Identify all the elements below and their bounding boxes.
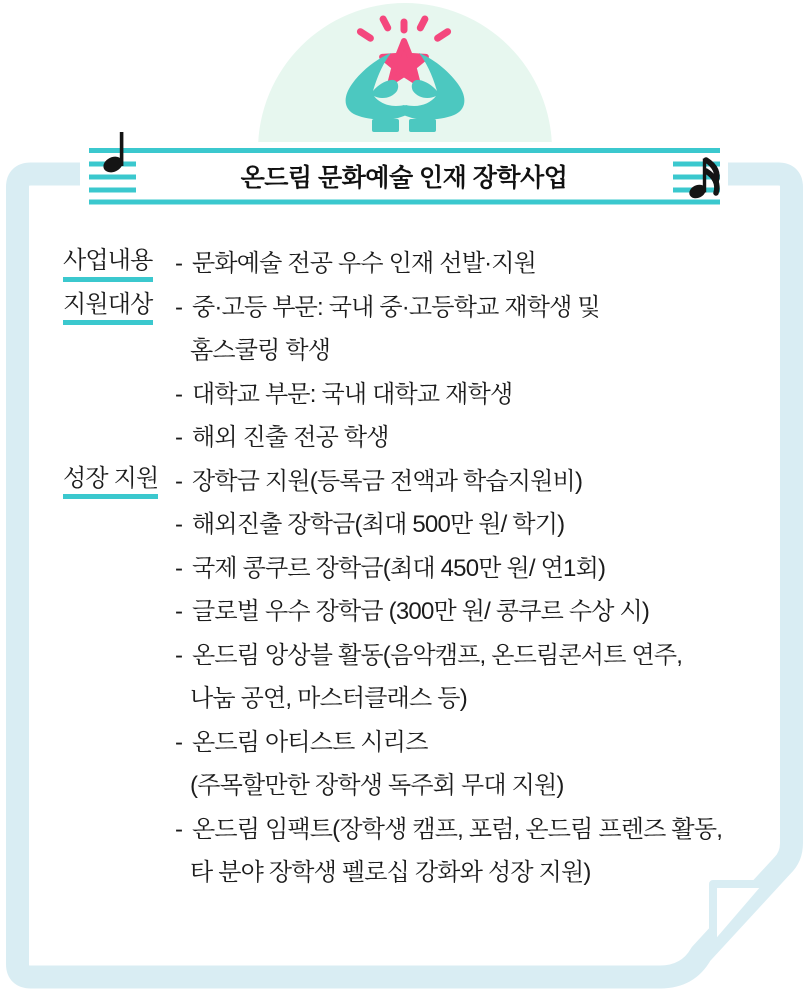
section-label-cell bbox=[58, 721, 175, 765]
line-cell bbox=[175, 547, 773, 591]
line-text: 온드림 아티스트 시리즈 bbox=[192, 728, 428, 756]
bullet-dash: - bbox=[175, 424, 183, 451]
section-label-cell bbox=[58, 764, 175, 808]
bullet-dash: - bbox=[175, 250, 183, 277]
bullet-dash: - bbox=[175, 293, 183, 321]
bullet-dash: - bbox=[175, 467, 183, 495]
content-row bbox=[58, 329, 773, 373]
line-text: 온드림 앙상블 활동(음악캠프, 온드림콘서트 연주, bbox=[192, 641, 683, 669]
line-text: 해외진출 장학금(최대 500만 원/ 학기) bbox=[192, 511, 565, 538]
content-row bbox=[58, 503, 773, 547]
line-cell bbox=[175, 373, 773, 417]
bullet-dash: - bbox=[175, 554, 183, 582]
section-label-cell bbox=[58, 547, 175, 591]
line-text: 타 분야 장학생 펠로십 강화와 성장 지원) bbox=[190, 859, 591, 886]
content-row bbox=[58, 373, 773, 417]
content-row bbox=[58, 590, 773, 634]
line-cell bbox=[175, 634, 773, 678]
bullet-dash: - bbox=[175, 728, 183, 756]
content-row bbox=[58, 416, 773, 460]
section-label: 지원대상 bbox=[63, 291, 153, 326]
content-row bbox=[58, 721, 773, 765]
content-row bbox=[58, 242, 773, 286]
line-cell bbox=[175, 503, 773, 547]
cuff-right bbox=[409, 119, 436, 132]
cuff-left bbox=[372, 119, 399, 132]
line-cell bbox=[175, 677, 773, 721]
section-label-cell bbox=[58, 851, 175, 895]
line-text: 온드림 임팩트(장학생 캠프, 포럼, 온드림 프렌즈 활동, bbox=[192, 815, 723, 843]
section-label-cell bbox=[58, 590, 175, 634]
section-label-cell bbox=[58, 329, 175, 373]
content-row bbox=[58, 460, 773, 504]
content-area bbox=[58, 242, 773, 895]
line-cell bbox=[175, 460, 773, 504]
bullet-dash: - bbox=[175, 815, 183, 843]
bullet-dash: - bbox=[175, 598, 183, 625]
bullet-dash: - bbox=[175, 380, 183, 408]
content-row bbox=[58, 634, 773, 678]
page-title: 온드림 문화예술 인재 장학사업 bbox=[240, 164, 568, 192]
section-label-cell bbox=[58, 634, 175, 678]
line-text: (주목할만한 장학생 독주회 무대 지원) bbox=[190, 772, 564, 799]
line-cell bbox=[175, 590, 773, 634]
line-cell bbox=[175, 721, 773, 765]
section-label-cell bbox=[58, 416, 175, 460]
content-row bbox=[58, 547, 773, 591]
section-label-cell bbox=[58, 808, 175, 852]
line-text: 홈스쿨링 학생 bbox=[190, 337, 331, 364]
section-label-cell bbox=[58, 460, 175, 504]
section-label-cell bbox=[58, 503, 175, 547]
line-text: 글로벌 우수 장학금 (300만 원/ 콩쿠르 수상 시) bbox=[192, 598, 650, 625]
line-cell bbox=[175, 416, 773, 460]
bullet-dash: - bbox=[175, 641, 183, 669]
line-cell bbox=[175, 286, 773, 330]
section-label-cell bbox=[58, 677, 175, 721]
line-text: 대학교 부문: 국내 대학교 재학생 bbox=[192, 380, 513, 408]
line-text: 나눔 공연, 마스터클래스 등) bbox=[190, 685, 467, 712]
content-row bbox=[58, 286, 773, 330]
line-text: 중·고등 부문: 국내 중·고등학교 재학생 및 bbox=[192, 293, 600, 321]
content-row bbox=[58, 851, 773, 895]
content-row bbox=[58, 677, 773, 721]
section-label-cell bbox=[58, 242, 175, 286]
line-cell bbox=[175, 329, 773, 373]
section-label-cell bbox=[58, 373, 175, 417]
line-cell bbox=[175, 764, 773, 808]
line-cell bbox=[175, 851, 773, 895]
section-label-cell bbox=[58, 286, 175, 330]
line-text: 장학금 지원(등록금 전액과 학습지원비) bbox=[192, 467, 583, 495]
section-label: 사업내용 bbox=[63, 247, 153, 282]
content-row bbox=[58, 808, 773, 852]
line-text: 문화예술 전공 우수 인재 선발·지원 bbox=[192, 250, 537, 277]
line-text: 해외 진출 전공 학생 bbox=[192, 424, 389, 451]
line-cell bbox=[175, 242, 773, 286]
content-row bbox=[58, 764, 773, 808]
line-text: 국제 콩쿠르 장학금(최대 450만 원/ 연1회) bbox=[192, 554, 606, 582]
line-cell bbox=[175, 808, 773, 852]
bullet-dash: - bbox=[175, 511, 183, 538]
section-label: 성장 지원 bbox=[63, 465, 158, 500]
